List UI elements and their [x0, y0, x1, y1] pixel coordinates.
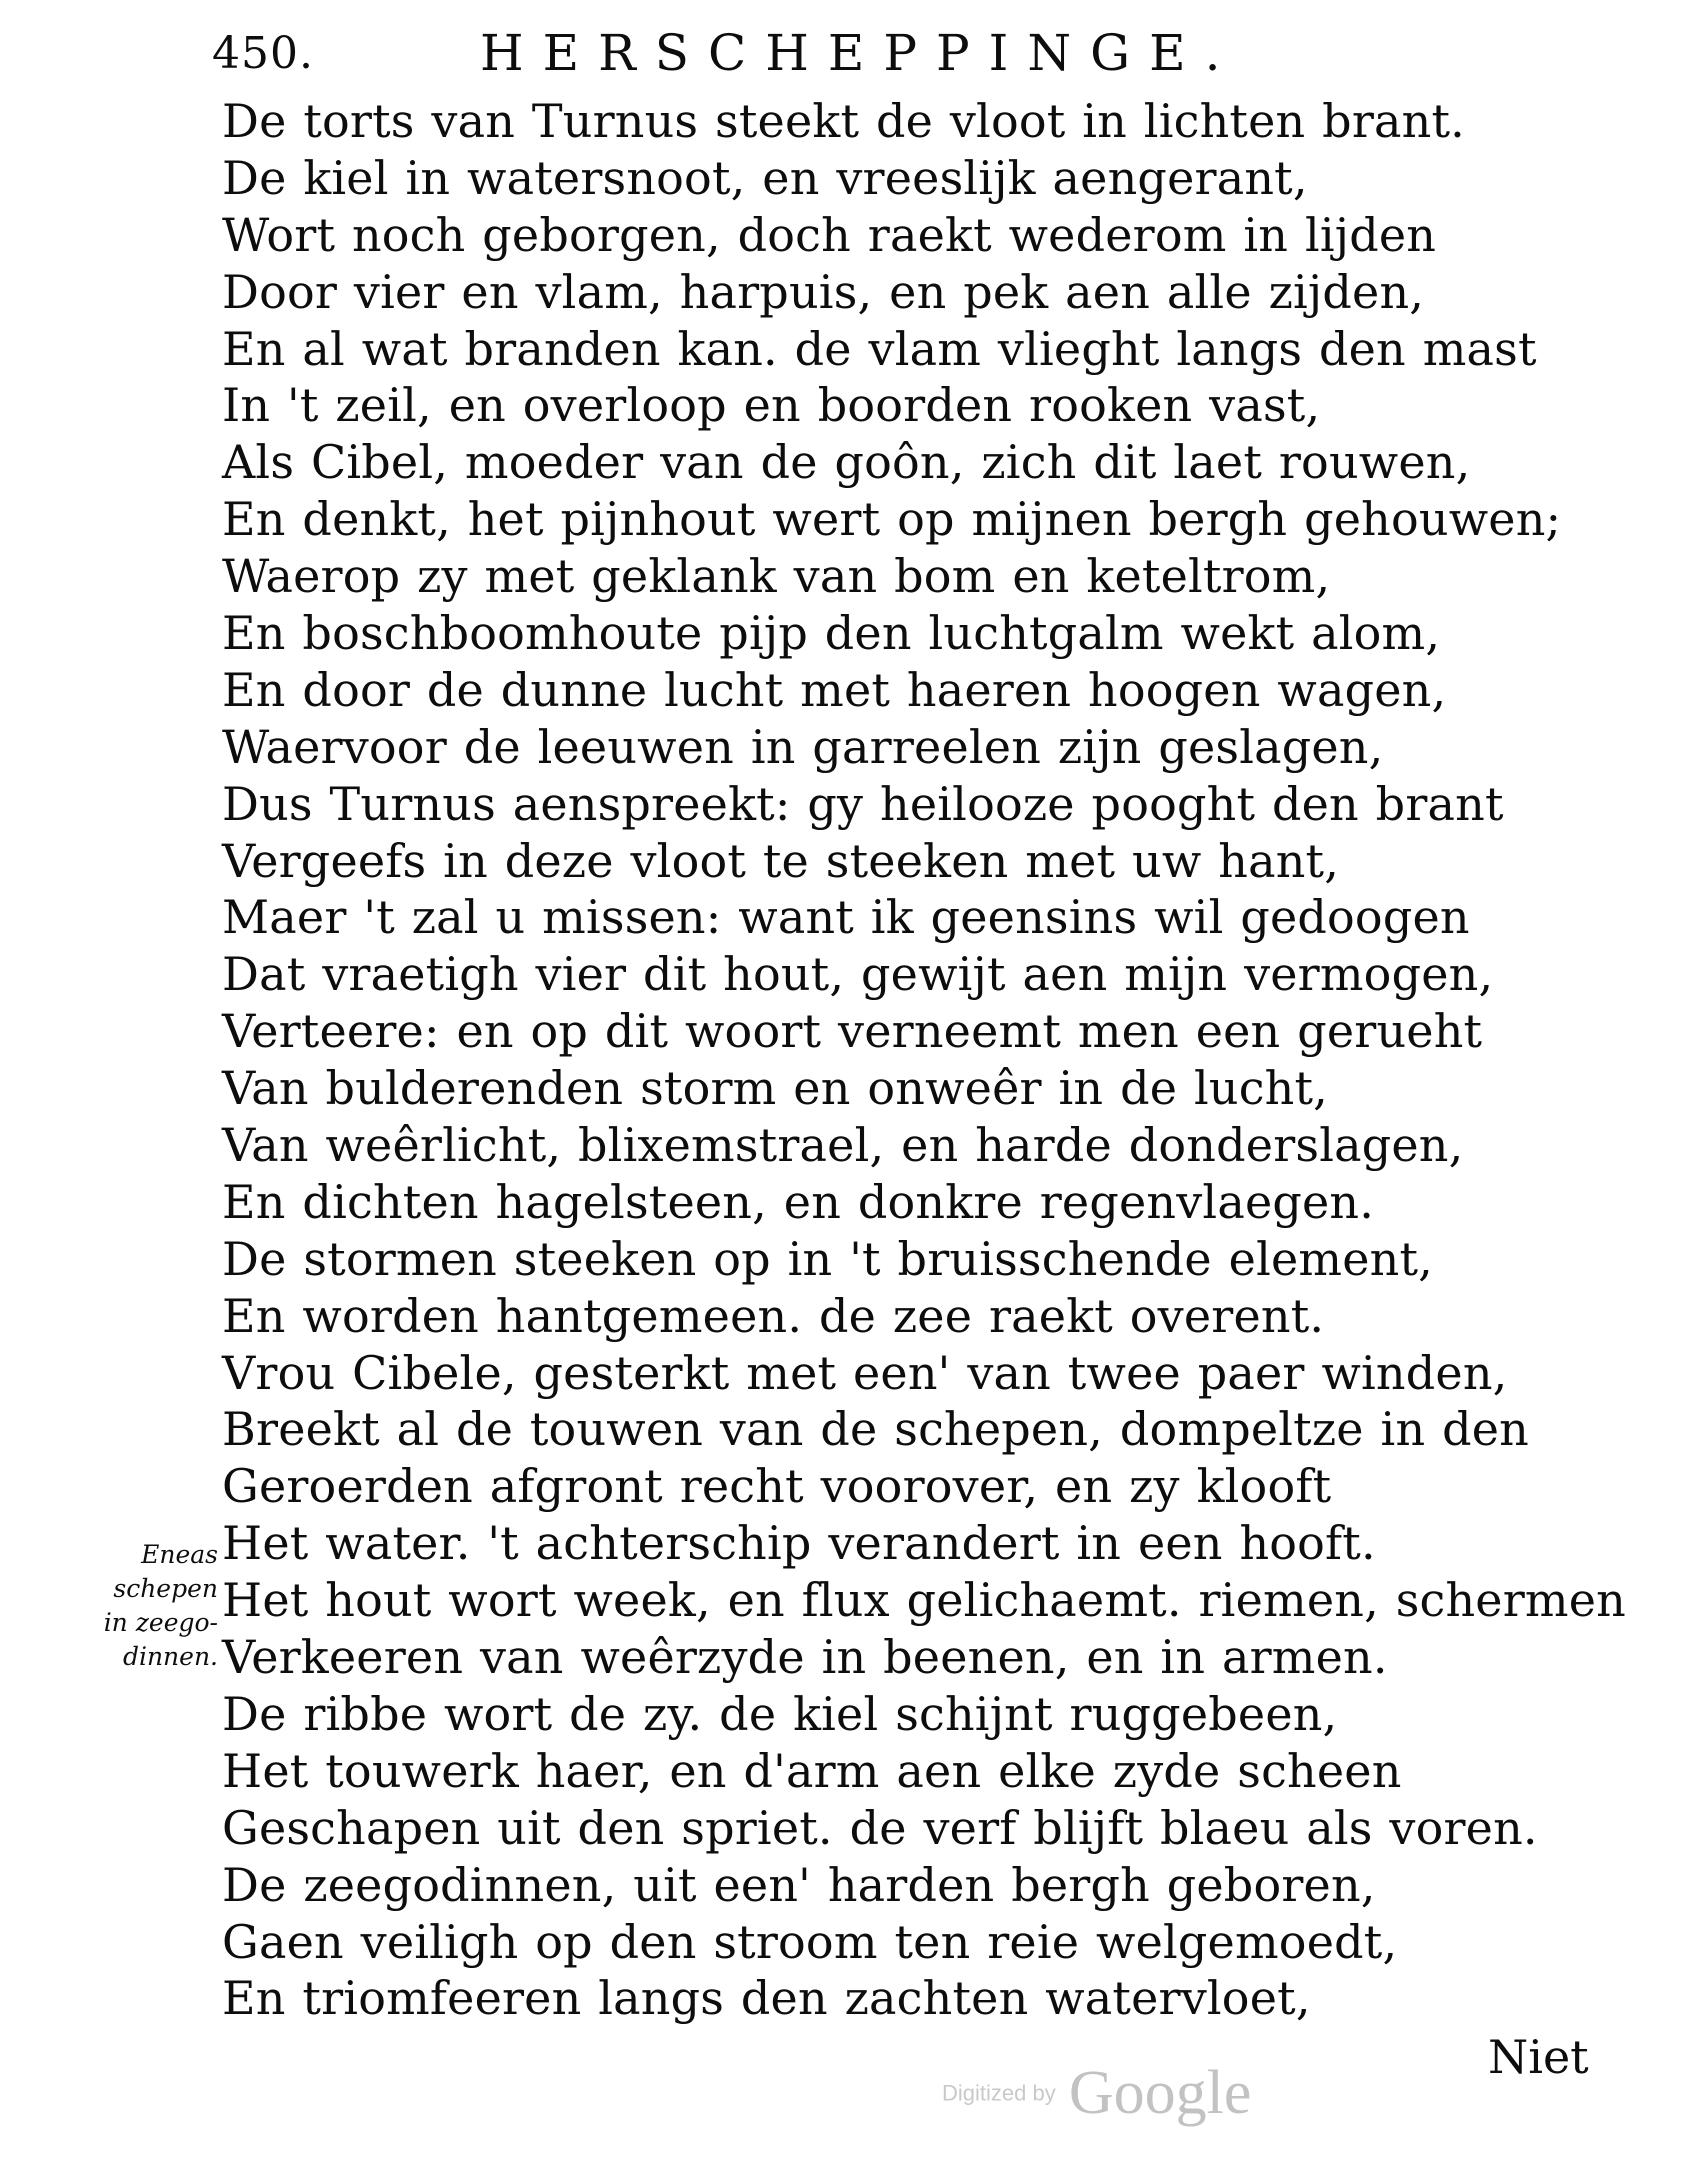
verse-line: Geroerden afgront recht voorover, en zy klooft: [222, 1459, 1332, 1514]
verse-line: Verteere: en op dit woort verneemt men een gerueht: [222, 1004, 1483, 1059]
verse-line: Gaen veiligh op den stroom ten reie welgemoedt,: [222, 1914, 1398, 1969]
verse-line: En door de dunne lucht met haeren hoogen wagen,: [222, 662, 1447, 717]
margin-note-line: in zeego-: [103, 1608, 218, 1637]
verse-line: De kiel in watersnoot, en vreeslijk aengerant,: [222, 150, 1308, 205]
verse-line: Geschapen uit den spriet. de verf blijft blaeu als voren.: [222, 1800, 1538, 1855]
verse-line: En boschboomhoute pijp den luchtgalm wekt alom,: [222, 606, 1441, 661]
verse-line: De stormen steeken op in 't bruisschende element,: [222, 1231, 1433, 1286]
google-logo: Google: [1068, 2059, 1252, 2127]
verse-line: En worden hantgemeen. de zee raekt overent.: [222, 1288, 1325, 1343]
page-number: 450.: [212, 28, 314, 79]
verse-line: Vergeefs in deze vloot te steeken met uw hant,: [222, 833, 1340, 888]
verse-line: En dichten hagelsteen, en donkre regenvlaegen.: [222, 1174, 1375, 1229]
verse-line: En denkt, het pijnhout wert op mijnen bergh gehouwen;: [222, 492, 1562, 547]
margin-note-line: Eneas: [141, 1540, 218, 1569]
verse-line: Dat vraetigh vier dit hout, gewijt aen mijn vermogen,: [222, 947, 1494, 1002]
margin-note-line: schepen: [113, 1574, 218, 1603]
verse-line: Maer 't zal u missen: want ik geensins wil gedoogen: [222, 890, 1470, 945]
verse-line: Door vier en vlam, harpuis, en pek aen alle zijden,: [222, 264, 1425, 319]
verse-line: En al wat branden kan. de vlam vlieght langs den mast: [222, 321, 1537, 376]
verse-line: In 't zeil, en overloop en boorden rooken vast,: [222, 378, 1321, 433]
verse-line: Het touwerk haer, en d'arm aen elke zyde scheen: [222, 1743, 1402, 1798]
verse-line: Waervoor de leeuwen in garreelen zijn geslagen,: [222, 719, 1384, 774]
verse-line: De zeegodinnen, uit een' harden bergh geboren,: [222, 1857, 1376, 1912]
verse-line: Het hout wort week, en flux gelichaemt. riemen, schermen: [222, 1573, 1626, 1628]
verse-line: De ribbe wort de zy. de kiel schijnt ruggebeen,: [222, 1686, 1338, 1741]
verse-line: Als Cibel, moeder van de goôn, zich dit laet rouwen,: [222, 435, 1471, 490]
verse-line: Het water. 't achterschip verandert in een hooft.: [222, 1516, 1376, 1571]
verse-line: Vrou Cibele, gesterkt met een' van twee paer winden,: [222, 1345, 1508, 1400]
verse-line: Waerop zy met geklank van bom en keteltrom,: [222, 549, 1331, 604]
verse-line: Breekt al de touwen van de schepen, dompeltze in den: [222, 1402, 1529, 1457]
verse-line: Van bulderenden storm en onweêr in de lucht,: [222, 1061, 1329, 1116]
verse-line: Verkeeren van weêrzyde in beenen, en in armen.: [222, 1630, 1388, 1685]
verse-line: De torts van Turnus steekt de vloot in lichten brant.: [222, 94, 1465, 148]
digitized-label: Digitized by: [942, 2080, 1056, 2106]
verse-line: Wort noch geborgen, doch raekt wederom in lijden: [222, 207, 1437, 262]
running-title: HERSCHEPPINGE.: [480, 24, 1240, 82]
digitized-watermark: [942, 2058, 1251, 2128]
page-header: [212, 20, 1372, 90]
margin-note-line: dinnen.: [122, 1642, 218, 1671]
verse-line: En triomfeeren langs den zachten watervloet,: [222, 1971, 1311, 2026]
margin-note: [68, 1538, 218, 1674]
verse-line: Van weêrlicht, blixemstrael, en harde donderslagen,: [222, 1118, 1464, 1173]
catchword: Niet: [1488, 2030, 1589, 2084]
verse-line: Dus Turnus aenspreekt: gy heilooze pooght den brant: [222, 776, 1504, 831]
poem-body: [222, 93, 1626, 2027]
